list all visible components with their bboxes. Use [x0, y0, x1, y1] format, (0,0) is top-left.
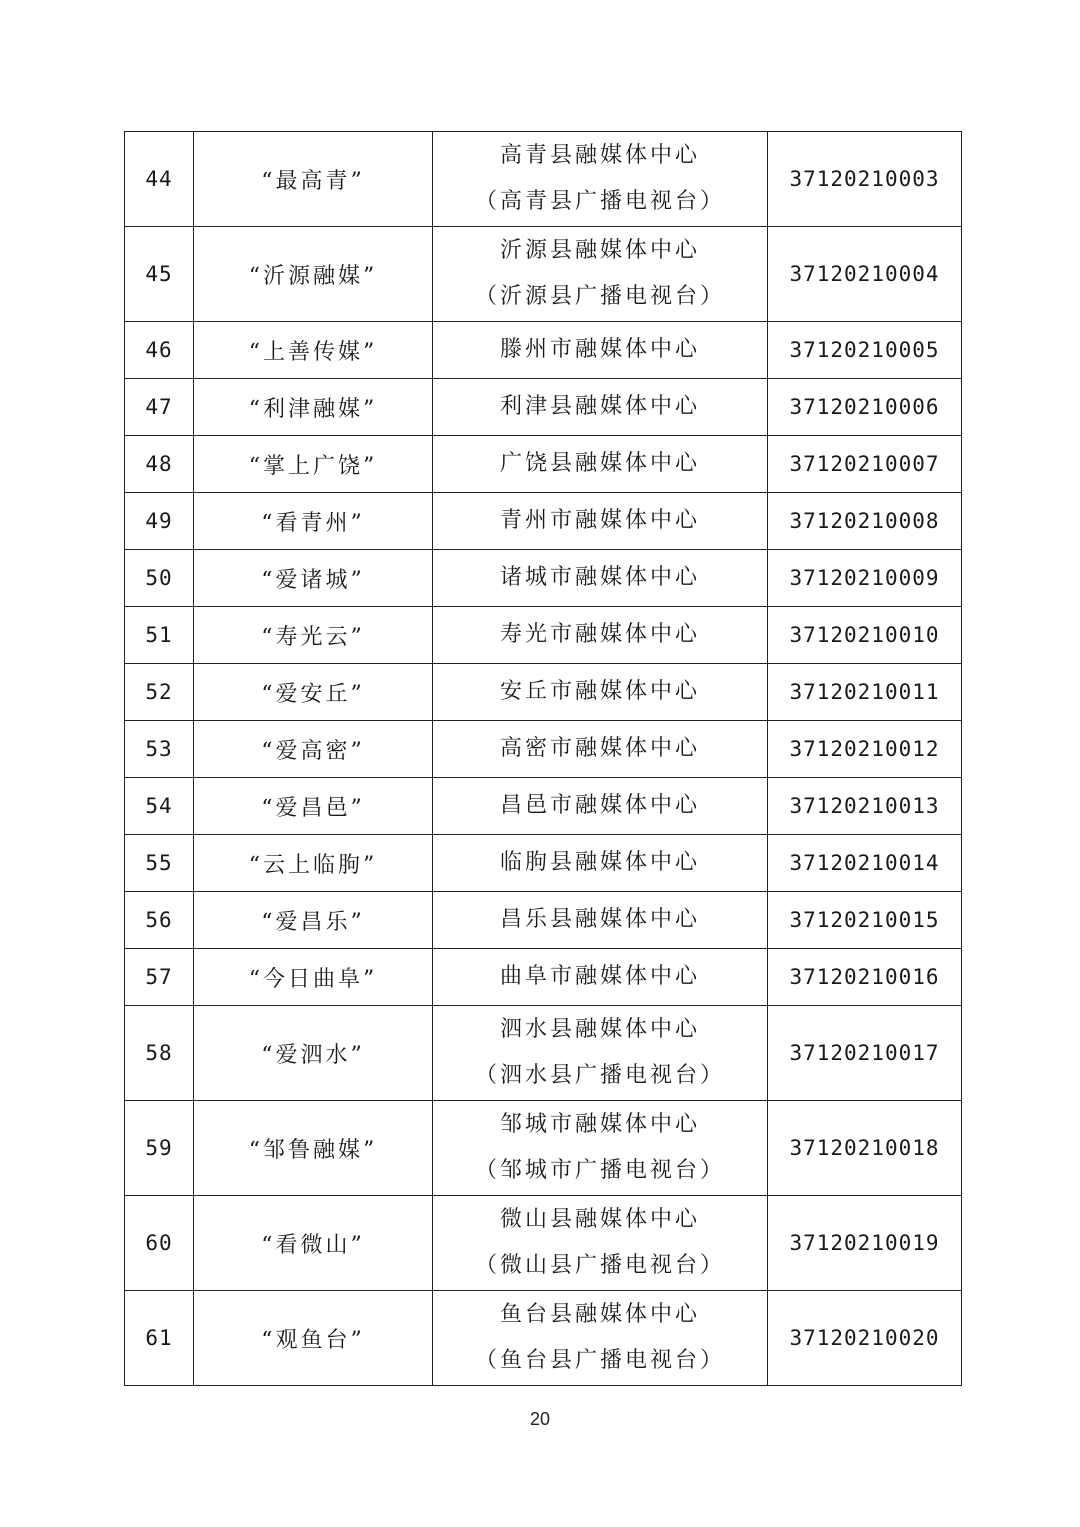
organization-line: 鱼台县融媒体中心 — [499, 1302, 700, 1327]
organization-cell — [433, 949, 768, 1006]
registration-code-cell: 37120210019 — [768, 1196, 962, 1291]
organization-line: （邹城市广播电视台） — [474, 1158, 725, 1183]
table-row — [125, 607, 962, 664]
table-row — [125, 1291, 962, 1386]
organization-line: 广饶县融媒体中心 — [499, 451, 700, 476]
registration-code-cell: 37120210009 — [768, 550, 962, 607]
app-name-cell: “沂源融媒” — [194, 227, 433, 322]
registration-code-cell: 37120210018 — [768, 1101, 962, 1196]
row-number-cell: 52 — [125, 664, 194, 721]
row-number-cell: 44 — [125, 132, 194, 227]
table-row — [125, 132, 962, 227]
organization-line: 昌乐县融媒体中心 — [499, 907, 700, 932]
table-row — [125, 778, 962, 835]
row-number-cell: 60 — [125, 1196, 194, 1291]
organization-line: （泗水县广播电视台） — [474, 1063, 725, 1088]
organization-cell — [433, 835, 768, 892]
row-number-cell: 56 — [125, 892, 194, 949]
registration-code-cell: 37120210015 — [768, 892, 962, 949]
organization-cell — [433, 1291, 768, 1386]
table-row — [125, 436, 962, 493]
organization-cell — [433, 436, 768, 493]
organization-line: 高密市融媒体中心 — [499, 736, 700, 761]
row-number-cell: 47 — [125, 379, 194, 436]
row-number-cell: 48 — [125, 436, 194, 493]
organization-line: 昌邑市融媒体中心 — [499, 793, 700, 818]
organization-cell — [433, 227, 768, 322]
organization-cell — [433, 322, 768, 379]
organization-line: 安丘市融媒体中心 — [499, 679, 700, 704]
organization-cell — [433, 892, 768, 949]
registration-code-cell: 37120210020 — [768, 1291, 962, 1386]
media-table — [124, 131, 962, 1386]
organization-cell — [433, 493, 768, 550]
organization-line: 寿光市融媒体中心 — [499, 622, 700, 647]
organization-line: 曲阜市融媒体中心 — [499, 964, 700, 989]
registration-code-cell: 37120210003 — [768, 132, 962, 227]
table-row — [125, 835, 962, 892]
registration-code-cell: 37120210007 — [768, 436, 962, 493]
table-row — [125, 949, 962, 1006]
registration-code-cell: 37120210004 — [768, 227, 962, 322]
organization-line: 泗水县融媒体中心 — [499, 1017, 700, 1042]
table-row — [125, 227, 962, 322]
table-row — [125, 550, 962, 607]
app-name-cell: “邹鲁融媒” — [194, 1101, 433, 1196]
organization-line: 诸城市融媒体中心 — [499, 565, 700, 590]
organization-line: 利津县融媒体中心 — [499, 394, 700, 419]
organization-cell — [433, 1196, 768, 1291]
organization-line: 青州市融媒体中心 — [499, 508, 700, 533]
organization-cell — [433, 379, 768, 436]
organization-cell — [433, 1101, 768, 1196]
organization-cell — [433, 721, 768, 778]
app-name-cell: “爱安丘” — [194, 664, 433, 721]
table-row — [125, 322, 962, 379]
app-name-cell: “掌上广饶” — [194, 436, 433, 493]
organization-line: 邹城市融媒体中心 — [499, 1112, 700, 1137]
organization-line: 微山县融媒体中心 — [499, 1207, 700, 1232]
app-name-cell: “寿光云” — [194, 607, 433, 664]
organization-line: 高青县融媒体中心 — [499, 143, 700, 168]
table-row — [125, 493, 962, 550]
organization-line: （微山县广播电视台） — [474, 1253, 725, 1278]
row-number-cell: 50 — [125, 550, 194, 607]
table-row — [125, 1006, 962, 1101]
organization-cell — [433, 1006, 768, 1101]
app-name-cell: “观鱼台” — [194, 1291, 433, 1386]
table-row — [125, 892, 962, 949]
page-number: 20 — [529, 1409, 551, 1429]
organization-line: （鱼台县广播电视台） — [474, 1348, 725, 1373]
app-name-cell: “今日曲阜” — [194, 949, 433, 1006]
organization-cell — [433, 132, 768, 227]
app-name-cell: “看青州” — [194, 493, 433, 550]
table-row — [125, 1101, 962, 1196]
registration-code-cell: 37120210017 — [768, 1006, 962, 1101]
row-number-cell: 45 — [125, 227, 194, 322]
app-name-cell: “利津融媒” — [194, 379, 433, 436]
registration-code-cell: 37120210011 — [768, 664, 962, 721]
row-number-cell: 54 — [125, 778, 194, 835]
table-row — [125, 721, 962, 778]
app-name-cell: “云上临朐” — [194, 835, 433, 892]
organization-cell — [433, 550, 768, 607]
row-number-cell: 57 — [125, 949, 194, 1006]
registration-code-cell: 37120210013 — [768, 778, 962, 835]
registration-code-cell: 37120210010 — [768, 607, 962, 664]
app-name-cell: “爱泗水” — [194, 1006, 433, 1101]
row-number-cell: 61 — [125, 1291, 194, 1386]
registration-code-cell: 37120210014 — [768, 835, 962, 892]
app-name-cell: “爱昌邑” — [194, 778, 433, 835]
table-row — [125, 664, 962, 721]
row-number-cell: 58 — [125, 1006, 194, 1101]
organization-cell — [433, 607, 768, 664]
organization-line: 滕州市融媒体中心 — [499, 337, 700, 362]
registration-code-cell: 37120210005 — [768, 322, 962, 379]
organization-line: 沂源县融媒体中心 — [499, 238, 700, 263]
organization-line: （高青县广播电视台） — [474, 189, 725, 214]
organization-cell — [433, 664, 768, 721]
table-row — [125, 379, 962, 436]
app-name-cell: “爱高密” — [194, 721, 433, 778]
app-name-cell: “上善传媒” — [194, 322, 433, 379]
row-number-cell: 55 — [125, 835, 194, 892]
table-body — [125, 132, 962, 1386]
row-number-cell: 59 — [125, 1101, 194, 1196]
row-number-cell: 53 — [125, 721, 194, 778]
app-name-cell: “爱昌乐” — [194, 892, 433, 949]
media-table-container — [124, 131, 961, 1386]
row-number-cell: 51 — [125, 607, 194, 664]
app-name-cell: “爱诸城” — [194, 550, 433, 607]
organization-cell — [433, 778, 768, 835]
registration-code-cell: 37120210012 — [768, 721, 962, 778]
row-number-cell: 46 — [125, 322, 194, 379]
app-name-cell: “看微山” — [194, 1196, 433, 1291]
registration-code-cell: 37120210016 — [768, 949, 962, 1006]
app-name-cell: “最高青” — [194, 132, 433, 227]
organization-line: 临朐县融媒体中心 — [499, 850, 700, 875]
registration-code-cell: 37120210006 — [768, 379, 962, 436]
row-number-cell: 49 — [125, 493, 194, 550]
table-row — [125, 1196, 962, 1291]
organization-line: （沂源县广播电视台） — [474, 284, 725, 309]
registration-code-cell: 37120210008 — [768, 493, 962, 550]
